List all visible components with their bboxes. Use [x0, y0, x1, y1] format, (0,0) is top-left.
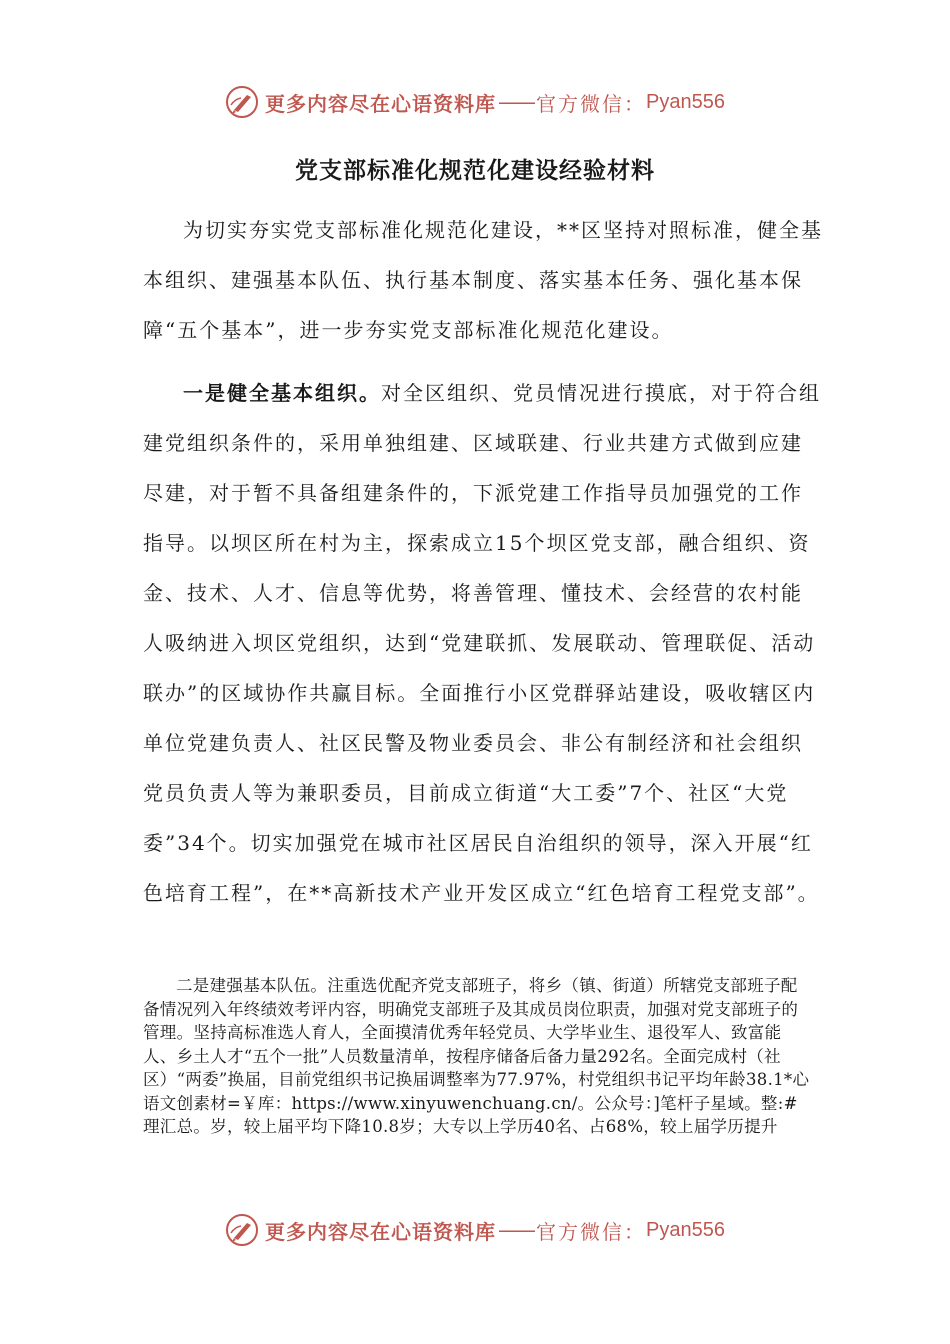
paragraph-lead: 一是健全基本组织。 — [183, 381, 381, 405]
banner-brand: 更多内容尽在心语资料库 — [265, 91, 497, 116]
pen-nib-icon — [225, 85, 259, 119]
header-watermark-banner — [0, 80, 950, 124]
banner-separator: —— — [498, 90, 535, 114]
banner-contact-id: Pyan556 — [646, 90, 725, 113]
banner-contact-label: 官方微信： — [536, 91, 647, 116]
paragraph-intro — [143, 205, 823, 355]
paragraph-basic-organization — [143, 368, 823, 918]
paragraph-body: 二是建强基本队伍。注重选优配齐党支部班子，将乡（镇、街道）所辖党支部班子配备情况列入年终绩效考评内容，明确党支部班子及其成员岗位职责，加强对党支部班子的管理。坚持高标准选人育人，全面摸清优秀年轻党员、大学毕业生、退役军人、致富能人、乡土人才“五个一批”人员数量清单，按程序储备后备力量292名。全面完成村（社区）“两委”换届，目前党组织书记换届调整率为77.97%，村党组织书记平均年龄38.1*心语文创素材=￥库：https://www.xinyuwenchuang.cn/。公众号：]笔杆子星域。整:#理汇总。岁，较上届平均下降10.8岁；大专以上学历40名、占68%，较上届学历提升 — [143, 976, 810, 1136]
banner-contact-id: Pyan556 — [646, 1218, 725, 1241]
banner-brand: 更多内容尽在心语资料库 — [265, 1219, 497, 1244]
paragraph-body: 对全区组织、党员情况进行摸底，对于符合组建党组织条件的，采用单独组建、区域联建、行业共建方式做到应建尽建，对于暂不具备组建条件的，下派党建工作指导员加强党的工作指导。以坝区所在村为主，探索成立15个坝区党支部，融合组织、资金、技术、人才、信息等优势，将善管理、懂技术、会经营的农村能人吸纳进入坝区党组织，达到“党建联抓、发展联动、管理联促、活动联办”的区域协作共赢目标。全面推行小区党群驿站建设，吸收辖区内单位党建负责人、社区民警及物业委员会、非公有制经济和社会组织党员负责人等为兼职委员，目前成立街道“大工委”7个、社区“大党委”34个。切实加强党在城市社区居民自治组织的领导，深入开展“红色培育工程”，在**高新技术产业开发区成立“红色培育工程党支部”。 — [143, 381, 821, 905]
pen-nib-icon — [225, 1213, 259, 1247]
footer-watermark-banner — [0, 1208, 950, 1252]
paragraph-body: 为切实夯实党支部标准化规范化建设，**区坚持对照标准，健全基本组织、建强基本队伍、执行基本制度、落实基本任务、强化基本保障“五个基本”，进一步夯实党支部标准化规范化建设。 — [143, 218, 823, 342]
paragraph-basic-team — [143, 974, 813, 1139]
document-title: 党支部标准化规范化建设经验材料 — [295, 157, 655, 184]
banner-separator: —— — [498, 1218, 535, 1242]
banner-contact-label: 官方微信： — [536, 1219, 647, 1244]
